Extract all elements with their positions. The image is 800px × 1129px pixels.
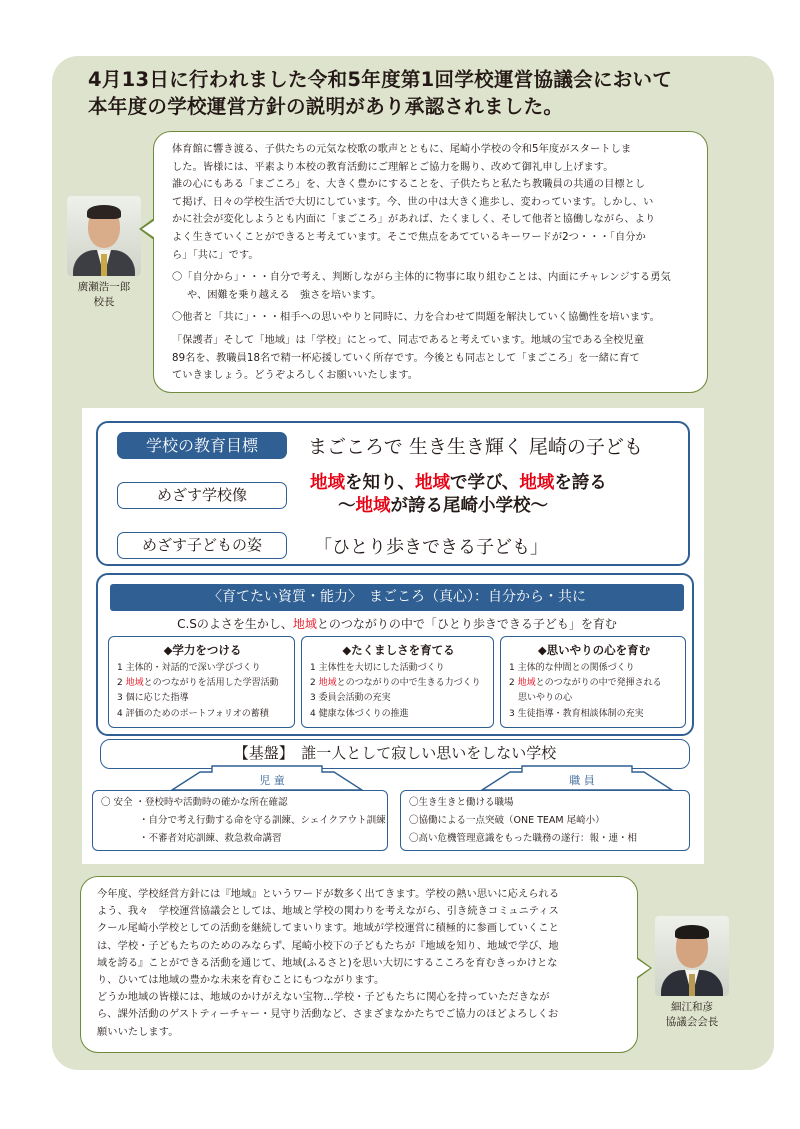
staff-measures bbox=[400, 790, 690, 851]
education-goal-label: 学校の教育目標 bbox=[117, 432, 287, 459]
children-item: ・自分で考え行動する命を守る訓練、シェイクアウト訓練 bbox=[101, 815, 386, 826]
chairman-line: 域を誇る』ことができる活動を通じて、地域(ふるさと)を思い大切にするこころを育むきっかけとな bbox=[97, 957, 558, 969]
principal-para-line: した。皆様には、平素より本校の教育活動にご理解とご協力を賜り、改めて御礼申し上げます。 bbox=[172, 161, 614, 173]
chairman-line: 今年度、学校経営方針には『地域』というワードが数多く出てきます。学校の熱い思いに応えられる bbox=[97, 889, 560, 900]
chairman-message bbox=[97, 886, 625, 1041]
chairman-title: 協議会会長 bbox=[665, 1016, 719, 1028]
children-item: ・不審者対応訓練、救急救命講習 bbox=[101, 833, 282, 844]
school-image-label: めざす学校像 bbox=[117, 482, 287, 509]
column-item: 思いやりの心 bbox=[509, 693, 573, 704]
principal-closing-line: 「保護者」そして「地域」は「学校」にとって、同志であると考えています。地域の宝である全校児童 bbox=[172, 334, 644, 346]
chairman-line: り、ひいては地域の豊かな未来を育むことにもつながります。 bbox=[97, 975, 385, 987]
principal-para-line: よく生きていくことができると考えています。そこで焦点をあてているキーワードが2つ・・・「自分か bbox=[172, 231, 646, 243]
chairman-photo bbox=[655, 916, 729, 996]
column-item: 1 主体性を大切にした活動づくり bbox=[310, 663, 445, 673]
column-resilience bbox=[301, 636, 494, 728]
chairman-line: 願いいたします。 bbox=[97, 1026, 179, 1038]
headline-line-2: 本年度の学校運営方針の説明があり承認されました。 bbox=[88, 95, 564, 118]
principal-para-line: て掲げ、日々の学校生活で大切にしています。今、世の中は大きく進歩し、変わっています。しかし、い bbox=[172, 196, 654, 208]
principal-para-line: 体育館に響き渡る、子供たちの元気な校歌の歌声とともに、尾崎小学校の令和5年度がスタートしま bbox=[172, 144, 632, 155]
education-goal-value: まごころで 生き生き輝く 尾崎の子ども bbox=[308, 436, 643, 458]
chairman-line: よう、我々 学校運営協議会としては、地域と学校の関わりを考えながら、引き続きコミュニティス bbox=[97, 906, 559, 918]
chairman-line: クール尾崎小学校としての活動を継続してまいります。地域が学校運営に積極的に参画していくこと bbox=[97, 923, 559, 935]
column-item: 4 評価のためのポートフォリオの蓄積 bbox=[117, 708, 269, 719]
column-item: 2 地域とのつながりを活用した学習活動 bbox=[117, 678, 279, 689]
column-item: 2 地域とのつながりの中で生きる力づくり bbox=[310, 678, 481, 689]
principal-message-bubble bbox=[153, 131, 708, 393]
headline-line-1: 4月13日に行われました令和5年度第1回学校運営協議会において bbox=[88, 68, 673, 91]
principal-para-line: ら」「共に」です。 bbox=[172, 249, 259, 261]
column-title: ◆思いやりの心を育む bbox=[537, 643, 651, 657]
qualities-box bbox=[96, 573, 694, 736]
school-image-line-2: ～地域が誇る尾崎小学校～ bbox=[338, 496, 548, 516]
staff-label: 職 員 bbox=[569, 774, 595, 787]
chairman-line: は、学校・子どもたちのためのみならず、尾崎小校下の子どもたちが『地域を知り、地域で学び、地 bbox=[97, 940, 559, 952]
children-measures bbox=[92, 790, 388, 851]
qualities-subline: C.Sのよさを生かし、地域とのつながりの中で「ひとり歩きできる子ども」を育む bbox=[177, 617, 617, 631]
column-item: 1 主体的な仲間との関係づくり bbox=[509, 663, 635, 673]
staff-item: 〇協働による一点突破（ONE TEAM 尾崎小） bbox=[409, 815, 605, 826]
column-item: 3 個に応じた指導 bbox=[117, 693, 189, 704]
principal-para-line: 誰の心にもある「まごころ」を、大きく豊かにすることを、子供たちと私たち教職員の共通の目標とし bbox=[172, 179, 646, 191]
principal-caption bbox=[58, 280, 150, 310]
column-item: 2 地域とのつながりの中で発揮される bbox=[509, 678, 662, 689]
staff-item: 〇高い危機管理意識をもった職務の遂行：報・連・相 bbox=[409, 833, 638, 844]
column-academic bbox=[108, 636, 295, 728]
principal-point-1: 〇「自分から」・・・自分で考え、判断しながら主体的に物事に取り組むことは、内面にチャレンジする勇気 bbox=[172, 272, 671, 284]
qualities-banner: 〈育てたい資質・能力〉 まごころ（真心）：自分から・共に bbox=[110, 584, 684, 611]
chairman-line: どうか地域の皆様には、地域のかけがえない宝物…学校・子どもたちに関心を持っていただきなが bbox=[97, 992, 550, 1004]
principal-point-2: 〇他者と「共に」・・・相手への思いやりと同時に、力を合わせて問題を解決していく協働性を培います。 bbox=[172, 312, 660, 324]
principal-message bbox=[172, 141, 693, 385]
foundation-title: 【基盤】 誰一人として寂しい思いをしない学校 bbox=[233, 744, 557, 762]
chairman-name: 細江和彦 bbox=[671, 1001, 713, 1013]
headline bbox=[88, 66, 748, 120]
goals-box bbox=[96, 421, 690, 566]
column-item: 3 委員会活動の充実 bbox=[310, 693, 391, 704]
children-item: 〇 安全 ・登校時や活動時の確かな所在確認 bbox=[101, 797, 288, 808]
chairman-caption bbox=[646, 1000, 738, 1030]
staff-item: 〇生き生きと働ける職場 bbox=[409, 797, 514, 808]
children-label: 児 童 bbox=[259, 774, 285, 787]
school-image-line-1: 地域を知り、地域で学び、地域を誇る bbox=[310, 473, 607, 493]
principal-photo bbox=[67, 196, 141, 276]
child-image-value: 「ひとり歩きできる子ども」 bbox=[314, 537, 548, 558]
child-image-label: めざす子どもの姿 bbox=[117, 532, 287, 559]
principal-name: 廣瀬浩一郎 bbox=[77, 281, 131, 293]
column-title: ◆学力をつける bbox=[163, 643, 242, 657]
principal-closing-line: 89名を、教職員18名で精一杯応援していく所存です。今後とも同志として「まごころ」を一緒に育て bbox=[172, 352, 640, 364]
principal-title: 校長 bbox=[93, 296, 115, 308]
principal-para-line: かに社会が変化しようとも内面に「まごころ」があれば、たくましく、そして他者と協働しながら、より bbox=[172, 214, 656, 226]
column-compassion bbox=[500, 636, 686, 728]
school-policy-chart bbox=[82, 408, 704, 864]
column-title: ◆たくましさを育てる bbox=[342, 643, 455, 657]
chairman-message-bubble bbox=[80, 876, 638, 1053]
principal-point-1-cont: や、困難を乗り越える 強さを培います。 bbox=[187, 289, 382, 301]
principal-closing-line: ていきましょう。どうぞよろしくお願いいたします。 bbox=[172, 370, 419, 382]
chairman-line: ら、課外活動のゲストティーチャー・見守り活動など、さまざまなかたちでご協力のほどよろしくお bbox=[97, 1009, 559, 1021]
column-item: 3 生徒指導・教育相談体制の充実 bbox=[509, 708, 644, 719]
column-item: 1 主体的・対話的で深い学びづくり bbox=[117, 663, 261, 673]
column-item: 4 健康な体づくりの推進 bbox=[310, 708, 409, 719]
